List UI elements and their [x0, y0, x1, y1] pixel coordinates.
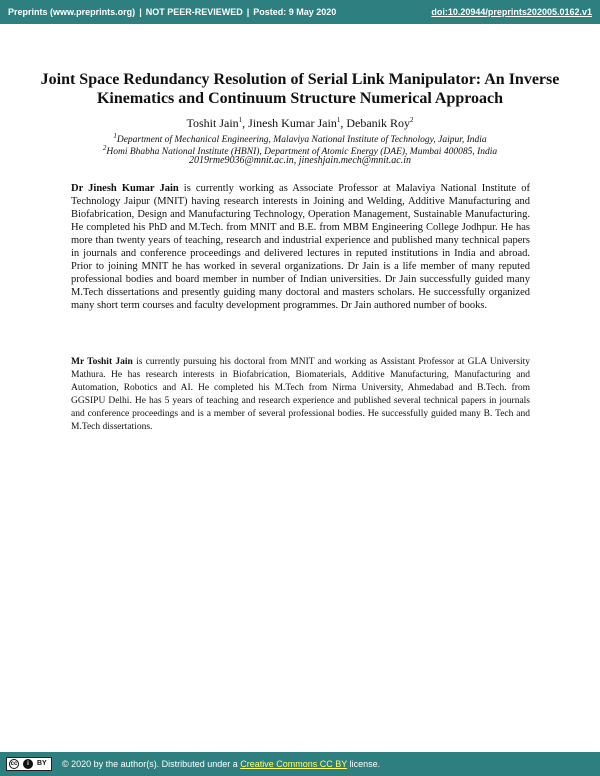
- license-suffix: license.: [347, 759, 381, 769]
- affiliation-text: Homi Bhabha National Institute (HBNI), Department of Atomic Energy (DAE), Mumbai 400085, India: [106, 147, 498, 158]
- attribution-icon: i: [23, 759, 33, 769]
- author-bio-jinesh: [71, 182, 530, 312]
- cc-symbol-icon: cc: [10, 761, 18, 767]
- affiliation-text: Department of Mechanical Engineering, Malaviya National Institute of Technology, Jaipur, India: [116, 135, 487, 146]
- bio-text: is currently working as Associate Professor at Malaviya National Institute of Technology Jaipur (MNIT) having research interests in Joining and Welding, Additive Manufacturing and Biofabrication, Design and Manufacturing Technology, Operation Management, Sustainable Manufacturing. He completed his PhD and M.Tech. from MNIT and B.E. from MBM Engineering College Jodhpur. He has more than twenty years of teaching, research and industrial experience and published many technical papers in journals and conference proceedings and delivered lectures in reputed institutions in India and abroad. Prior to joining MNIT he has worked in several organizations. Dr Jain is a life member of many reputed professional bodies and board member in number of Indian universities. Dr Jain successfully guided many M.Tech dissertations and presently guiding many doctoral and masters scholars. He successfully organized many short term courses and faculty development programmes. Dr Jain authored number of books.: [71, 183, 530, 311]
- license-statement: [62, 759, 380, 769]
- author-affiliation-marker: 1: [238, 116, 243, 124]
- paper-title: Joint Space Redundancy Resolution of Serial Link Manipulator: An Inverse Kinematics and Continuum Structure Numerical Approach: [40, 71, 560, 107]
- posted-date: Posted: 9 May 2020: [253, 7, 337, 17]
- author-name: Debanik Roy: [346, 116, 410, 130]
- header-separator: |: [246, 7, 250, 17]
- peer-review-status: NOT PEER-REVIEWED: [145, 7, 243, 17]
- cc-badge-label: BY: [37, 760, 47, 767]
- author-list: Toshit Jain$^1$, Jinesh Kumar Jain$^1$, Debanik Roy$^2$: [186, 116, 414, 130]
- site-link[interactable]: Preprints (www.preprints.org): [8, 7, 136, 17]
- license-link[interactable]: Creative Commons CC BY: [240, 759, 348, 769]
- header-separator: |: [139, 7, 142, 17]
- affiliation-number: 1: [113, 132, 117, 140]
- affiliation-number: 2: [102, 144, 107, 152]
- author-name: Toshit Jain: [186, 116, 239, 130]
- author-name: Jinesh Kumar Jain: [248, 116, 337, 130]
- author-bio-toshit: [71, 356, 530, 434]
- copyright-text: © 2020 by the author(s). Distributed under a: [62, 759, 241, 769]
- license-footer: [0, 752, 600, 776]
- author-emails: 2019rme9036@mnit.ac.in, jineshjain.mech@mnit.ac.in: [189, 155, 411, 166]
- bio-name: Mr Toshit Jain: [71, 357, 133, 367]
- bio-text: is currently pursuing his doctoral from MNIT and working as Assistant Professor at GLA University Mathura. He has research interests in Biofabrication, Biomaterials, Additive Manufacturing, Manufacturing and Automation, Robotics and AI. He completed his M.Tech from Nirma University, Ahmedabad and B.Tech. from GGSIPU Delhi. He has 5 years of teaching and research experience and published several technical papers in journals and conference proceedings and is a member of several professional bodies. He successfully guided many B. Tech and M.Tech dissertations.: [71, 357, 531, 432]
- author-affiliation-marker: 1: [336, 116, 341, 124]
- bio-name: Dr Jinesh Kumar Jain: [71, 183, 179, 194]
- preprint-header-bar: [0, 0, 600, 24]
- cc-by-badge-icon[interactable]: [6, 757, 52, 771]
- header-info: [8, 7, 336, 17]
- author-affiliation-marker: 2: [409, 116, 414, 124]
- doi-link[interactable]: doi:10.20944/preprints202005.0162.v1: [431, 7, 592, 17]
